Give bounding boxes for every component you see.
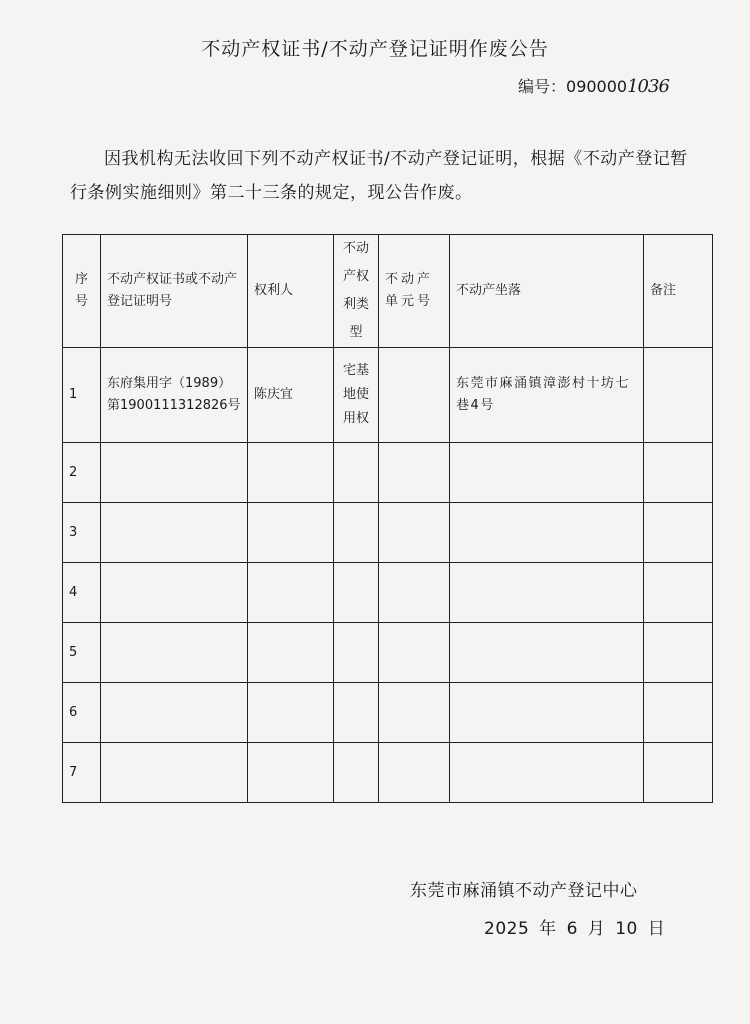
cell-seq: 6 (63, 683, 101, 743)
header-cert-no: 不动产权证书或不动产登记证明号 (101, 235, 248, 348)
cell-seq: 5 (63, 623, 101, 683)
cell-holder: 陈庆宜 (248, 348, 334, 443)
cell-right-type (334, 683, 379, 743)
cell-unit-no (379, 563, 450, 623)
table-row (63, 743, 713, 803)
page-title: 不动产权证书/不动产登记证明作废公告 (201, 38, 549, 60)
notice-body: 因我机构无法收回下列不动产权证书/不动产登记证明，根据《不动产登记暂行条例实施细则》第二十三条的规定，现公告作废。 (70, 149, 688, 203)
cell-holder (248, 683, 334, 743)
cell-remark (644, 503, 713, 563)
cell-remark (644, 683, 713, 743)
cell-seq: 4 (63, 563, 101, 623)
cell-holder (248, 443, 334, 503)
issuing-organization: 东莞市麻涌镇不动产登记中心 (410, 881, 638, 901)
cell-right-type (334, 623, 379, 683)
document-number-handwritten: 1036 (627, 76, 669, 97)
cell-cert-no (101, 443, 248, 503)
table-row (63, 348, 713, 443)
cell-unit-no (379, 743, 450, 803)
cell-holder (248, 503, 334, 563)
header-unit-no: 不动产单元号 (379, 235, 450, 348)
cell-right-type: 宅基地使用权 (334, 348, 379, 443)
cell-cert-no: 东府集用字（1989）第1900111312826号 (101, 348, 248, 443)
cell-holder (248, 743, 334, 803)
cell-remark (644, 623, 713, 683)
void-certificate-table (62, 234, 713, 803)
cell-right-type (334, 443, 379, 503)
cell-remark (644, 743, 713, 803)
cell-unit-no (379, 348, 450, 443)
cell-location (450, 623, 644, 683)
cell-cert-no (101, 623, 248, 683)
cell-remark (644, 348, 713, 443)
cell-unit-no (379, 683, 450, 743)
cell-location (450, 443, 644, 503)
header-remark: 备注 (644, 235, 713, 348)
header-right-type: 不动产权利类型 (334, 235, 379, 348)
document-number-printed: 090000 (566, 77, 628, 96)
cell-location (450, 743, 644, 803)
cell-holder (248, 623, 334, 683)
table-row (63, 443, 713, 503)
cell-remark (644, 563, 713, 623)
cell-location (450, 683, 644, 743)
cell-right-type (334, 503, 379, 563)
cell-seq: 1 (63, 348, 101, 443)
cell-unit-no (379, 623, 450, 683)
cell-location (450, 563, 644, 623)
cell-right-type (334, 743, 379, 803)
header-location: 不动产坐落 (450, 235, 644, 348)
document-number (518, 74, 669, 97)
issue-date: 2025 年 6 月 10 日 (484, 919, 666, 939)
table-row (63, 623, 713, 683)
cell-seq: 7 (63, 743, 101, 803)
header-holder: 权利人 (248, 235, 334, 348)
table-row (63, 563, 713, 623)
cell-location (450, 503, 644, 563)
cell-right-type (334, 563, 379, 623)
cell-cert-no (101, 743, 248, 803)
cell-remark (644, 443, 713, 503)
cell-cert-no (101, 503, 248, 563)
cell-unit-no (379, 503, 450, 563)
header-seq: 序号 (63, 235, 101, 348)
document-number-label: 编号： (518, 77, 567, 96)
cell-seq: 2 (63, 443, 101, 503)
cell-location: 东莞市麻涌镇漳澎村十坊七巷4号 (450, 348, 644, 443)
cell-unit-no (379, 443, 450, 503)
cell-seq: 3 (63, 503, 101, 563)
cell-cert-no (101, 683, 248, 743)
table-row (63, 503, 713, 563)
cell-cert-no (101, 563, 248, 623)
table-header-row (63, 235, 713, 348)
table-row (63, 683, 713, 743)
cell-holder (248, 563, 334, 623)
